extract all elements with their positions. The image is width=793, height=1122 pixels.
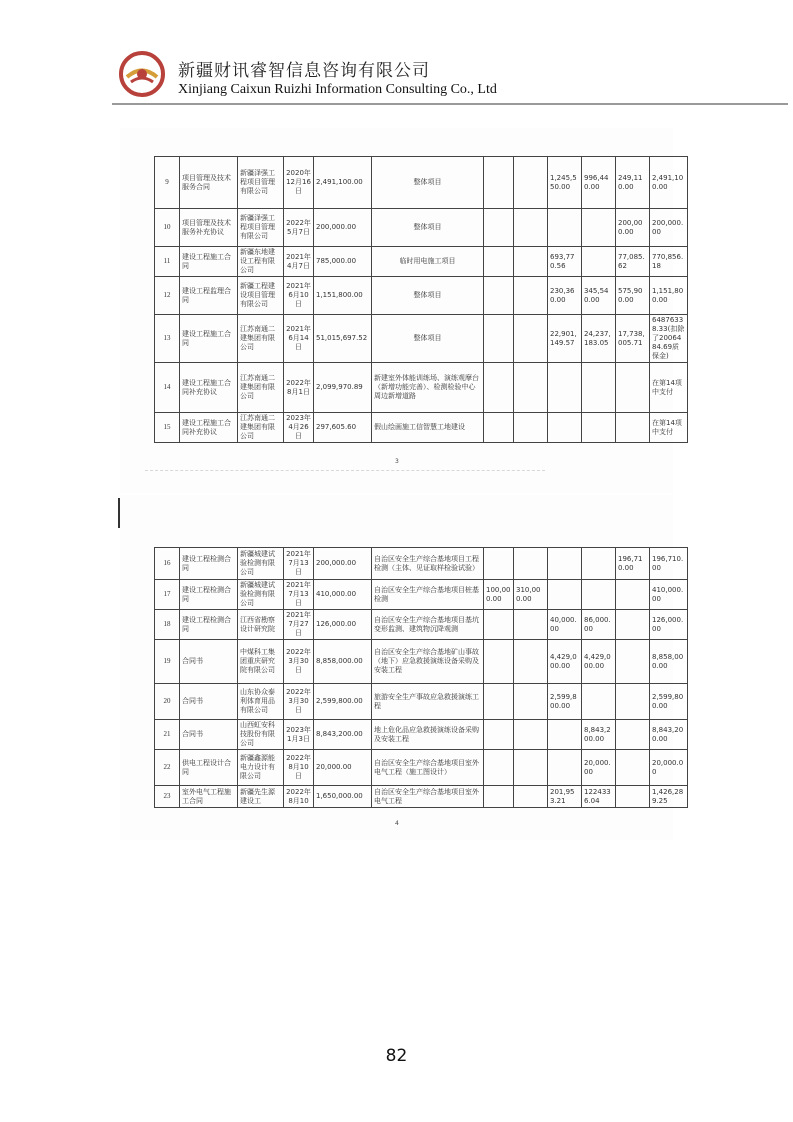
payment-year-2 <box>514 720 548 750</box>
payment-year-2 <box>514 684 548 720</box>
project-scope: 自治区安全生产综合基地项目室外电气工程（施工图设计） <box>372 750 484 786</box>
payment-year-3: 201,953.21 <box>548 786 582 808</box>
total-paid: 2,491,100.00 <box>650 157 688 209</box>
payment-year-1 <box>484 413 514 443</box>
contract-date: 2020年12月16日 <box>284 157 314 209</box>
contract-name: 建设工程监理合同 <box>180 277 238 315</box>
payment-year-3 <box>548 720 582 750</box>
contract-date: 2022年8月1日 <box>284 363 314 413</box>
contract-name: 建设工程施工合同补充协议 <box>180 413 238 443</box>
contract-party: 新疆鑫源能电力设计有限公司 <box>238 750 284 786</box>
contract-name: 项目管理及技术服务合同 <box>180 157 238 209</box>
payment-year-4 <box>582 684 616 720</box>
contract-date: 2021年7月27日 <box>284 610 314 640</box>
contract-amount: 2,099,970.89 <box>314 363 372 413</box>
table-row <box>155 157 688 209</box>
total-paid: 410,000.00 <box>650 580 688 610</box>
payment-year-5: 196,710.00 <box>616 548 650 580</box>
contract-name: 建设工程检测合同 <box>180 548 238 580</box>
contract-date: 2022年8月10日 <box>284 750 314 786</box>
contract-party: 江苏南通二建集团有限公司 <box>238 413 284 443</box>
payment-year-5 <box>616 610 650 640</box>
payment-year-5 <box>616 363 650 413</box>
table-row <box>155 786 688 808</box>
project-scope: 自治区安全生产综合基地矿山事故（地下）应急救援演练设备采购及安装工程 <box>372 640 484 684</box>
contract-name: 建设工程施工合同补充协议 <box>180 363 238 413</box>
total-paid: 770,856.18 <box>650 247 688 277</box>
payment-year-3: 1,245,550.00 <box>548 157 582 209</box>
payment-year-3: 22,901,149.57 <box>548 315 582 363</box>
payment-year-5: 200,000.00 <box>616 209 650 247</box>
contract-party: 江苏南通二建集团有限公司 <box>238 315 284 363</box>
payment-year-4 <box>582 580 616 610</box>
payment-year-1 <box>484 610 514 640</box>
contract-date: 2021年4月7日 <box>284 247 314 277</box>
scan-page-marker: 3 <box>395 458 399 465</box>
contract-amount: 126,000.00 <box>314 610 372 640</box>
company-name-english: Xinjiang Caixun Ruizhi Information Consulting Co., Ltd <box>178 82 497 97</box>
table-row <box>155 277 688 315</box>
payment-year-3 <box>548 209 582 247</box>
contract-amount: 297,605.60 <box>314 413 372 443</box>
payment-year-3: 693,770.56 <box>548 247 582 277</box>
payment-year-4: 20,000.00 <box>582 750 616 786</box>
payment-year-2 <box>514 315 548 363</box>
table-row <box>155 750 688 786</box>
payment-year-4: 86,000.00 <box>582 610 616 640</box>
payment-year-3: 40,000.00 <box>548 610 582 640</box>
table-row <box>155 580 688 610</box>
project-scope: 整体项目 <box>372 277 484 315</box>
payment-year-4: 345,540.00 <box>582 277 616 315</box>
contracts-table <box>154 547 688 808</box>
contract-party: 新疆城建试验检测有限公司 <box>238 548 284 580</box>
total-paid: 200,000.00 <box>650 209 688 247</box>
row-number: 20 <box>155 684 180 720</box>
contract-date: 2021年6月10日 <box>284 277 314 315</box>
payment-year-5 <box>616 640 650 684</box>
contract-date: 2021年7月13日 <box>284 548 314 580</box>
scanned-page-3 <box>120 128 685 493</box>
payment-year-2 <box>514 548 548 580</box>
contract-amount: 785,000.00 <box>314 247 372 277</box>
payment-year-1 <box>484 786 514 808</box>
project-scope: 自治区安全生产综合基地项目工程检测（主体、见证取样检验试验） <box>372 548 484 580</box>
payment-year-1 <box>484 750 514 786</box>
payment-year-2 <box>514 247 548 277</box>
contract-name: 项目管理及技术服务补充协议 <box>180 209 238 247</box>
row-number: 12 <box>155 277 180 315</box>
table-row <box>155 684 688 720</box>
contract-party: 新疆东地建设工程有限公司 <box>238 247 284 277</box>
payment-year-2 <box>514 640 548 684</box>
payment-year-2 <box>514 277 548 315</box>
contract-party: 新疆先生源建设工 <box>238 786 284 808</box>
payment-year-4: 8,843,200.00 <box>582 720 616 750</box>
project-scope: 临时用电施工项目 <box>372 247 484 277</box>
payment-year-2 <box>514 157 548 209</box>
payment-year-4 <box>582 209 616 247</box>
contract-date: 2022年8月10 <box>284 786 314 808</box>
payment-year-5: 249,110.00 <box>616 157 650 209</box>
contract-amount: 200,000.00 <box>314 548 372 580</box>
payment-year-2 <box>514 610 548 640</box>
contract-party: 中煤科工集团重庆研究院有限公司 <box>238 640 284 684</box>
payment-year-1 <box>484 363 514 413</box>
contract-party: 新疆工程建设项目管理有限公司 <box>238 277 284 315</box>
letterhead <box>0 0 793 105</box>
contract-amount: 20,000.00 <box>314 750 372 786</box>
row-number: 13 <box>155 315 180 363</box>
row-number: 23 <box>155 786 180 808</box>
payment-year-5 <box>616 720 650 750</box>
payment-year-1 <box>484 247 514 277</box>
payment-year-1: 100,000.00 <box>484 580 514 610</box>
payment-year-4: 4,429,000.00 <box>582 640 616 684</box>
header-divider <box>112 103 788 105</box>
project-scope: 旅游安全生产事故应急救援演练工程 <box>372 684 484 720</box>
contract-date: 2022年5月7日 <box>284 209 314 247</box>
contract-name: 建设工程施工合同 <box>180 247 238 277</box>
row-number: 19 <box>155 640 180 684</box>
payment-year-2 <box>514 209 548 247</box>
contract-party: 新疆城建试验检测有限公司 <box>238 580 284 610</box>
payment-year-4 <box>582 413 616 443</box>
total-paid: 在第14项中支付 <box>650 413 688 443</box>
contract-date: 2022年3月30日 <box>284 640 314 684</box>
payment-year-1 <box>484 315 514 363</box>
payment-year-3: 4,429,000.00 <box>548 640 582 684</box>
page-number: 82 <box>385 1046 408 1066</box>
project-scope: 整体项目 <box>372 157 484 209</box>
payment-year-3 <box>548 548 582 580</box>
total-paid: 2,599,800.00 <box>650 684 688 720</box>
payment-year-1 <box>484 277 514 315</box>
contract-party: 新疆泽强工程项目管理有限公司 <box>238 209 284 247</box>
contract-party: 新疆泽强工程项目管理有限公司 <box>238 157 284 209</box>
payment-year-3: 230,360.00 <box>548 277 582 315</box>
contract-name: 合同书 <box>180 720 238 750</box>
total-paid: 8,858,000.00 <box>650 640 688 684</box>
row-number: 16 <box>155 548 180 580</box>
row-number: 18 <box>155 610 180 640</box>
payment-year-5: 575,900.00 <box>616 277 650 315</box>
contract-amount: 51,015,697.52 <box>314 315 372 363</box>
payment-year-2 <box>514 363 548 413</box>
company-name-chinese: 新疆财讯睿智信息咨询有限公司 <box>178 61 430 81</box>
payment-year-1 <box>484 157 514 209</box>
contracts-table <box>154 156 688 443</box>
payment-year-5: 77,085.62 <box>616 247 650 277</box>
payment-year-1 <box>484 720 514 750</box>
payment-year-3 <box>548 580 582 610</box>
contract-name: 建设工程检测合同 <box>180 580 238 610</box>
payment-year-1 <box>484 640 514 684</box>
project-scope: 整体项目 <box>372 315 484 363</box>
row-number: 15 <box>155 413 180 443</box>
company-logo-icon <box>118 50 166 98</box>
table-row <box>155 640 688 684</box>
contract-date: 2023年4月26日 <box>284 413 314 443</box>
row-number: 11 <box>155 247 180 277</box>
payment-year-5 <box>616 750 650 786</box>
total-paid: 20,000.00 <box>650 750 688 786</box>
scan-artifact <box>145 470 545 472</box>
scanned-page-4 <box>120 495 684 840</box>
table-row <box>155 209 688 247</box>
payment-year-4 <box>582 363 616 413</box>
row-number: 14 <box>155 363 180 413</box>
payment-year-5 <box>616 684 650 720</box>
contract-amount: 8,843,200.00 <box>314 720 372 750</box>
total-paid: 1,426,289.25 <box>650 786 688 808</box>
payment-year-2 <box>514 750 548 786</box>
total-paid: 在第14项中支付 <box>650 363 688 413</box>
payment-year-3 <box>548 750 582 786</box>
row-number: 10 <box>155 209 180 247</box>
contract-party: 山东协众泰利体育用品有限公司 <box>238 684 284 720</box>
project-scope: 整体项目 <box>372 209 484 247</box>
contract-name: 建设工程施工合同 <box>180 315 238 363</box>
payment-year-1 <box>484 548 514 580</box>
contract-amount: 200,000.00 <box>314 209 372 247</box>
contract-amount: 1,151,800.00 <box>314 277 372 315</box>
project-scope: 自治区安全生产综合基地项目室外电气工程 <box>372 786 484 808</box>
payment-year-1 <box>484 684 514 720</box>
payment-year-2: 310,000.00 <box>514 580 548 610</box>
payment-year-4: 1224336.04 <box>582 786 616 808</box>
contract-date: 2021年7月13日 <box>284 580 314 610</box>
contract-date: 2022年3月30日 <box>284 684 314 720</box>
project-scope: 自治区安全生产综合基地项目基坑变形监测、建筑物沉降观测 <box>372 610 484 640</box>
contract-party: 江苏南通二建集团有限公司 <box>238 363 284 413</box>
payment-year-5 <box>616 413 650 443</box>
contract-name: 合同书 <box>180 640 238 684</box>
contract-party: 江西省勘察设计研究院 <box>238 610 284 640</box>
table-row <box>155 610 688 640</box>
table-row <box>155 247 688 277</box>
payment-year-4 <box>582 247 616 277</box>
total-paid: 8,843,200.00 <box>650 720 688 750</box>
payment-year-2 <box>514 786 548 808</box>
contract-date: 2021年6月14日 <box>284 315 314 363</box>
row-number: 17 <box>155 580 180 610</box>
payment-year-4: 24,237,183.05 <box>582 315 616 363</box>
project-scope: 地上危化品应急救援演练设备采购及安装工程 <box>372 720 484 750</box>
contract-amount: 2,491,100.00 <box>314 157 372 209</box>
table-row <box>155 315 688 363</box>
contract-date: 2023年1月3日 <box>284 720 314 750</box>
payment-year-5: 17,738,005.71 <box>616 315 650 363</box>
contract-name: 建设工程检测合同 <box>180 610 238 640</box>
project-scope: 假山绘画施工信智慧工地建设 <box>372 413 484 443</box>
project-scope: 自治区安全生产综合基地项目桩基检测 <box>372 580 484 610</box>
total-paid: 1,151,800.00 <box>650 277 688 315</box>
payment-year-5 <box>616 580 650 610</box>
contract-name: 供电工程设计合同 <box>180 750 238 786</box>
row-number: 22 <box>155 750 180 786</box>
table-row <box>155 363 688 413</box>
payment-year-1 <box>484 209 514 247</box>
payment-year-3 <box>548 413 582 443</box>
contract-amount: 8,858,000.00 <box>314 640 372 684</box>
payment-year-5 <box>616 786 650 808</box>
table-row <box>155 720 688 750</box>
table-row <box>155 413 688 443</box>
scan-page-marker: 4 <box>395 820 399 827</box>
payment-year-4: 996,440.00 <box>582 157 616 209</box>
contract-amount: 410,000.00 <box>314 580 372 610</box>
row-number: 9 <box>155 157 180 209</box>
payment-year-3: 2,599,800.00 <box>548 684 582 720</box>
contract-name: 合同书 <box>180 684 238 720</box>
contract-name: 室外电气工程施工合同 <box>180 786 238 808</box>
project-scope: 新建室外体能训练场、演练观摩台（新增功能完善）、检测检验中心周边新增道路 <box>372 363 484 413</box>
contract-amount: 1,650,000.00 <box>314 786 372 808</box>
payment-year-3 <box>548 363 582 413</box>
contract-party: 山西虹安科技股份有限公司 <box>238 720 284 750</box>
row-number: 21 <box>155 720 180 750</box>
total-paid: 196,710.00 <box>650 548 688 580</box>
contract-amount: 2,599,800.00 <box>314 684 372 720</box>
table-row <box>155 548 688 580</box>
total-paid: 126,000.00 <box>650 610 688 640</box>
total-paid: 64876338.33(扣除了2006484.69质保金) <box>650 315 688 363</box>
payment-year-2 <box>514 413 548 443</box>
payment-year-4 <box>582 548 616 580</box>
